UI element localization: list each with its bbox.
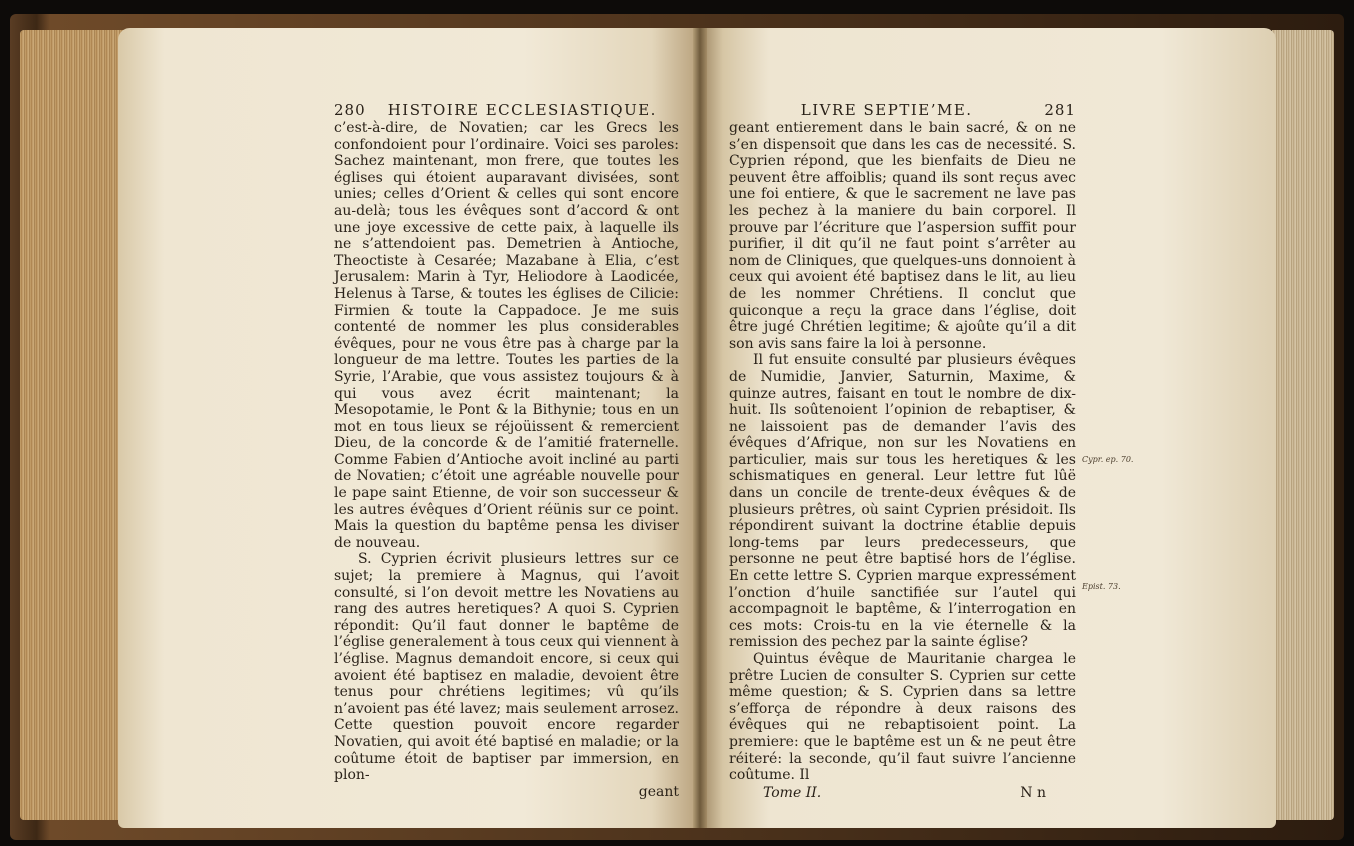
- left-catchword: geant: [638, 783, 679, 800]
- left-running-header: [334, 102, 679, 119]
- left-page-edges: [20, 30, 128, 820]
- left-paragraph-2: S. Cyprien écrivit plusieurs lettres sur ce sujet; la premiere à Magnus, qui l’avoit consulté, si l’on devoit mettre les Novatiens au rang des autres heretiques? A quoi S. Cyprien répondit: Qu’il faut donner le baptême de l’église generalement à tous ceux qui viennent à l’église. Magnus demandoit encore, si ceux qui avoient été baptisez en maladie, devoient être tenus pour chrétiens legitimes; vû qu’ils n’avoient pas été lavez; mais seulement arrosez. Cette question pouvoit encore regarder Novatien, qui avoit été baptisé en maladie; or la coûtume étoit de baptiser par immersion, en plon-: [334, 551, 679, 784]
- right-running-header: [729, 102, 1076, 119]
- left-page-number: 280: [334, 101, 366, 119]
- left-paragraph-1: c’est-à-dire, de Novatien; car les Grecs les confondoient pour l’ordinaire. Voici ses paroles: Sachez maintenant, mon frere, que toutes les églises qui étoient auparavant divisées, sont unies; celles d’Orient & celles qui sont encore au-delà; tous les évêques sont d’accord & ont une joye excessive de cette paix, à laquelle ils ne s’attendoient pas. Demetrien à Antioche, Theoctiste à Cesarée; Mazabane à Elia, c’est Jerusalem: Marin à Tyr, Heliodore à Laodicée, Helenus à Tarse, & toutes les églises de Cilicie: Firmien & toute la Cappadoce. Je me suis contenté de nommer les plus considerables évêques, pour ne vous être pas à charge par la longueur de ma lettre. Toutes les parties de la Syrie, l’Arabie, que vous assistez toujours & à qui vous avez écrit maintenant; la Mesopotamie, le Pont & la Bithynie; tous en un mot en tous lieux se réjoüissent & remercient Dieu, de la concorde & de l’amitié fraternelle. Comme Fabien d’Antioche avoit incliné au parti de Novatien; c’étoit une agréable nouvelle pour le pape saint Etienne, de voir son successeur & les autres évêques d’Orient réünis sur ce point. Mais la question du baptême pensa les diviser de nouveau.: [334, 120, 679, 551]
- left-page-text: [334, 102, 679, 800]
- margin-note-epist: Epist. 73.: [1082, 582, 1121, 591]
- right-page-text: [729, 102, 1076, 801]
- right-paragraph-1: geant entierement dans le bain sacré, & on ne s’en dispensoit que dans les cas de necessité. S. Cyprien répond, que les bienfaits de Dieu ne peuvent être affoiblis; quand ils sont reçus avec une foi entiere, & que le sacrement ne lave pas les pechez à la maniere du bain corporel. Il prouve par l’écriture que l’aspersion suffit pour purifier, il dit qu’il ne faut point s’arrêter au nom de Cliniques, que quelques-uns donnoient à ceux qui avoient été baptisez dans le lit, au lieu de les nommer Chrétiens. Il conclut que quiconque a reçu la grace dans l’église, doit être jugé Chrétien legitime; & ajoûte qu’il a dit son avis sans faire la loi à personne.: [729, 120, 1076, 352]
- left-running-head: HISTOIRE ECCLESIASTIQUE.: [387, 101, 657, 119]
- right-page-edges: [1272, 30, 1334, 820]
- signature-mark: N n: [1020, 784, 1046, 801]
- right-running-head: LIVRE SEPTIE’ME.: [800, 101, 973, 119]
- right-page-number: 281: [1044, 101, 1076, 119]
- tome-label: Tome II.: [763, 784, 822, 801]
- right-paragraph-3: Quintus évêque de Mauritanie chargea le prêtre Lucien de consulter S. Cyprien sur cette même question; & S. Cyprien dans sa lettre s’efforça de répondre à deux raisons des évêques qui ne rebaptisoient point. La premiere: que le baptême est un & ne peut être réiteré: la seconde, qu’il faut suivre l’ancienne coûtume. Il: [729, 651, 1076, 784]
- margin-note-cypr: Cypr. ep. 70.: [1082, 455, 1134, 464]
- right-paragraph-2: Il fut ensuite consulté par plusieurs évêques de Numidie, Janvier, Saturnin, Maxime, & quinze autres, faisant en tout le nombre de dix-huit. Ils soûtenoient l’opinion de rebaptiser, & ne laissoient pas de demander l’avis des évêques d’Afrique, non sur les Novatiens en particulier, mais sur tous les heretiques & les schismatiques en general. Leur lettre fut lûë dans un concile de trente-deux évêques & de plusieurs prêtres, où saint Cyprien présidoit. Ils répondirent suivant la doctrine établie depuis long-tems par leurs predecesseurs, que personne ne peut être baptisé hors de l’église. En cette lettre S. Cyprien marque expressément l’onction d’huile sanctifiée sur l’autel qui accompagnoit le baptême, & l’interrogation en ces mots: Crois-tu en la vie éternelle & la remission des pechez par la sainte église?: [729, 352, 1076, 651]
- right-page-footer: [729, 785, 1076, 802]
- book-gutter: [693, 28, 707, 828]
